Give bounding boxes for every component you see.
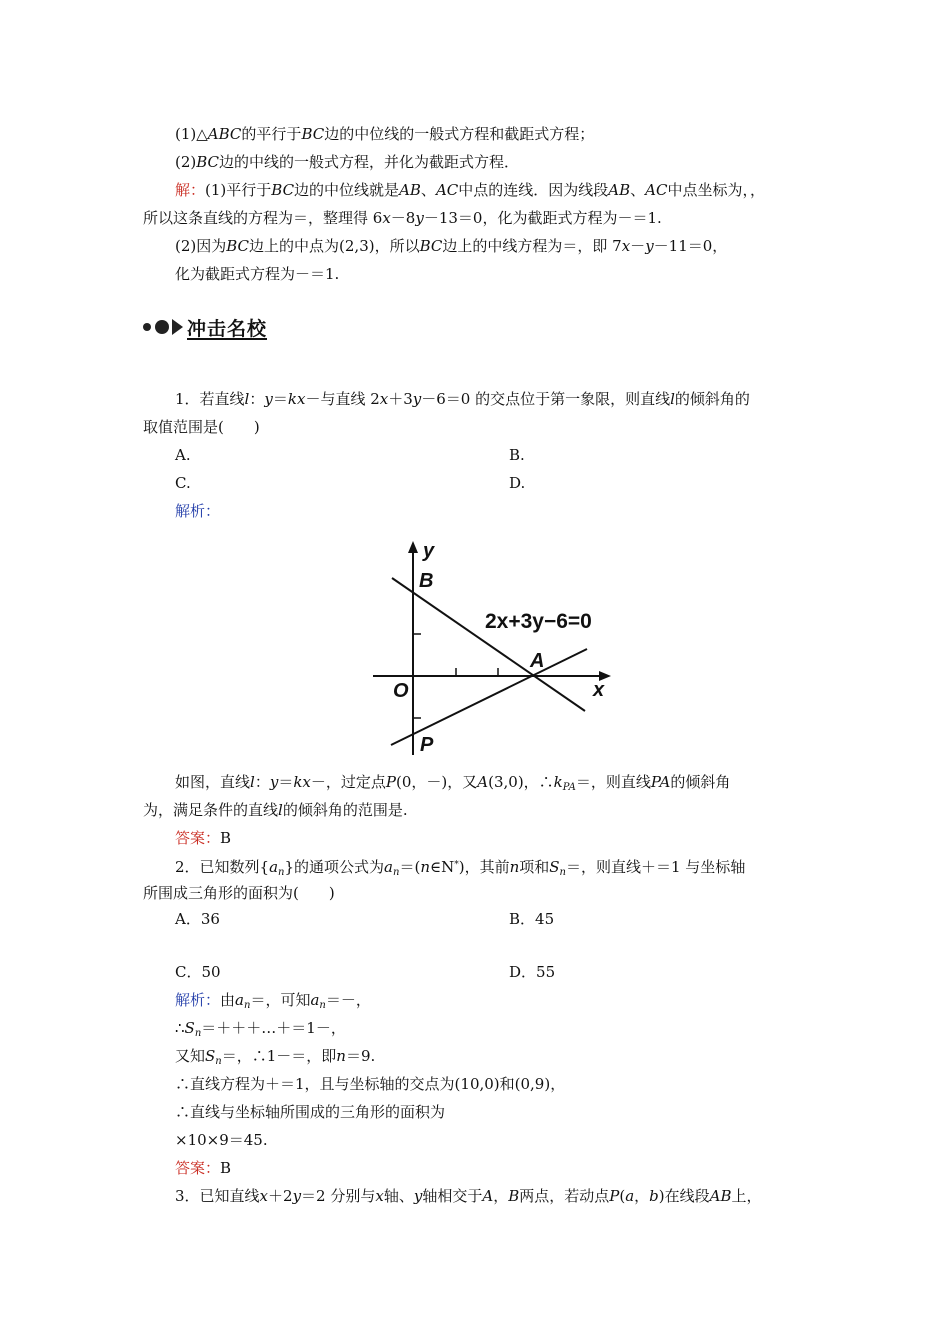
p2-solution-line-5: ∴直线与坐标轴所围成的三角形的面积为 <box>175 1103 446 1121</box>
p1-stem-line-2: 取值范围是( ) <box>143 418 260 436</box>
banner-dot-large-icon <box>155 320 169 334</box>
solution-line-1: 解：(1)平行于BC边的中位线就是AB、AC中点的连线．因为线段AB、AC中点坐标为，， <box>175 181 765 199</box>
p2-option-c: C．50 <box>175 963 221 981</box>
p1-explain-line-1: 如图，直线l：y＝kx－，过定点P(0，－)，又A(3,0)，$\therefore k_{PA}=$，则直线PA的倾斜角 <box>175 773 731 793</box>
p2-option-b: B．45 <box>509 910 555 928</box>
q1-text: (1)△ABC的平行于BC边的中位线的一般式方程和截距式方程； <box>175 125 595 143</box>
p2-solution-line-6: ×10×9＝45. <box>175 1131 268 1149</box>
equation-label: 2x+3y−6=0 <box>485 610 592 633</box>
p1-option-a: A. <box>175 446 191 464</box>
solution-line-2: 所以这条直线的方程为＝，整理得 6x－8y－13＝0，化为截距式方程为－＝1. <box>143 209 662 227</box>
solution-line-4: 化为截距式方程为－＝1. <box>175 265 340 283</box>
p2-analysis-label: 解析： <box>175 991 221 1009</box>
p1-option-d: D. <box>509 474 526 492</box>
p1-stem-line-1: 1．若直线l：y＝kx－与直线 2x＋3y－6＝0 的交点位于第一象限，则直线l的倾斜角的 <box>175 390 750 408</box>
p2-solution-line-2: $\therefore S_n=+++\dots+=1-$， <box>175 1019 346 1039</box>
p2-solution-line-4: ∴直线方程为＋＝1，且与坐标轴的交点为(10,0)和(0,9)， <box>175 1075 566 1093</box>
figure-coordinate-graph <box>365 535 625 760</box>
section-title: 冲击名校 <box>187 317 268 340</box>
line-2x-3y-6 <box>392 578 585 711</box>
line-pa <box>391 649 587 745</box>
solution-line-3: (2)因为BC边上的中点为(2,3)，所以BC边上的中线方程为＝，即 7x－y－11＝0， <box>175 237 728 255</box>
p2-solution-line-1: 解析：由$a_n=$，可知$a_n=-$， <box>175 991 371 1011</box>
p2-stem-line-1: 2．已知数列$\{a_n\}$的通项公式为$a_n=(n\in N^*)$，其前n项和$S_n=$，则直线＋＝1 与坐标轴 <box>175 858 746 878</box>
p2-stem-line-2: 所围成三角形的面积为( ) <box>143 884 335 902</box>
solution-label: 解： <box>175 181 206 199</box>
p1-answer-label: 答案： <box>175 829 221 847</box>
p2-option-d: D．55 <box>509 963 556 981</box>
label-b: B <box>419 570 434 592</box>
label-y: y <box>423 540 435 562</box>
p2-answer: 答案：B <box>175 1159 232 1177</box>
label-p: P <box>420 734 434 756</box>
p1-option-b: B. <box>509 446 525 464</box>
label-x: x <box>593 679 605 701</box>
banner-dot-small-icon <box>143 323 151 331</box>
p1-explain-line-2: 为，满足条件的直线l的倾斜角的范围是. <box>143 801 408 819</box>
p1-option-c: C. <box>175 474 191 492</box>
section-banner <box>143 314 267 340</box>
p1-analysis-label: 解析： <box>175 502 221 520</box>
p3-stem-line-1: 3．已知直线x＋2y＝2 分别与x轴、y轴相交于A，B两点，若动点P(a，b)在线段AB上， <box>175 1187 762 1205</box>
p1-answer: 答案：B <box>175 829 232 847</box>
label-a: A <box>530 650 545 672</box>
p2-answer-label: 答案： <box>175 1159 221 1177</box>
p2-solution-line-3: 又知$S_n=$，∴1－＝，即n＝9. <box>175 1047 376 1067</box>
q2-text: (2)BC边的中线的一般式方程，并化为截距式方程． <box>175 153 520 171</box>
y-axis-arrow-icon <box>408 541 418 553</box>
p2-option-a: A．36 <box>175 910 220 928</box>
label-o: O <box>393 680 409 702</box>
banner-arrow-icon <box>172 319 183 335</box>
